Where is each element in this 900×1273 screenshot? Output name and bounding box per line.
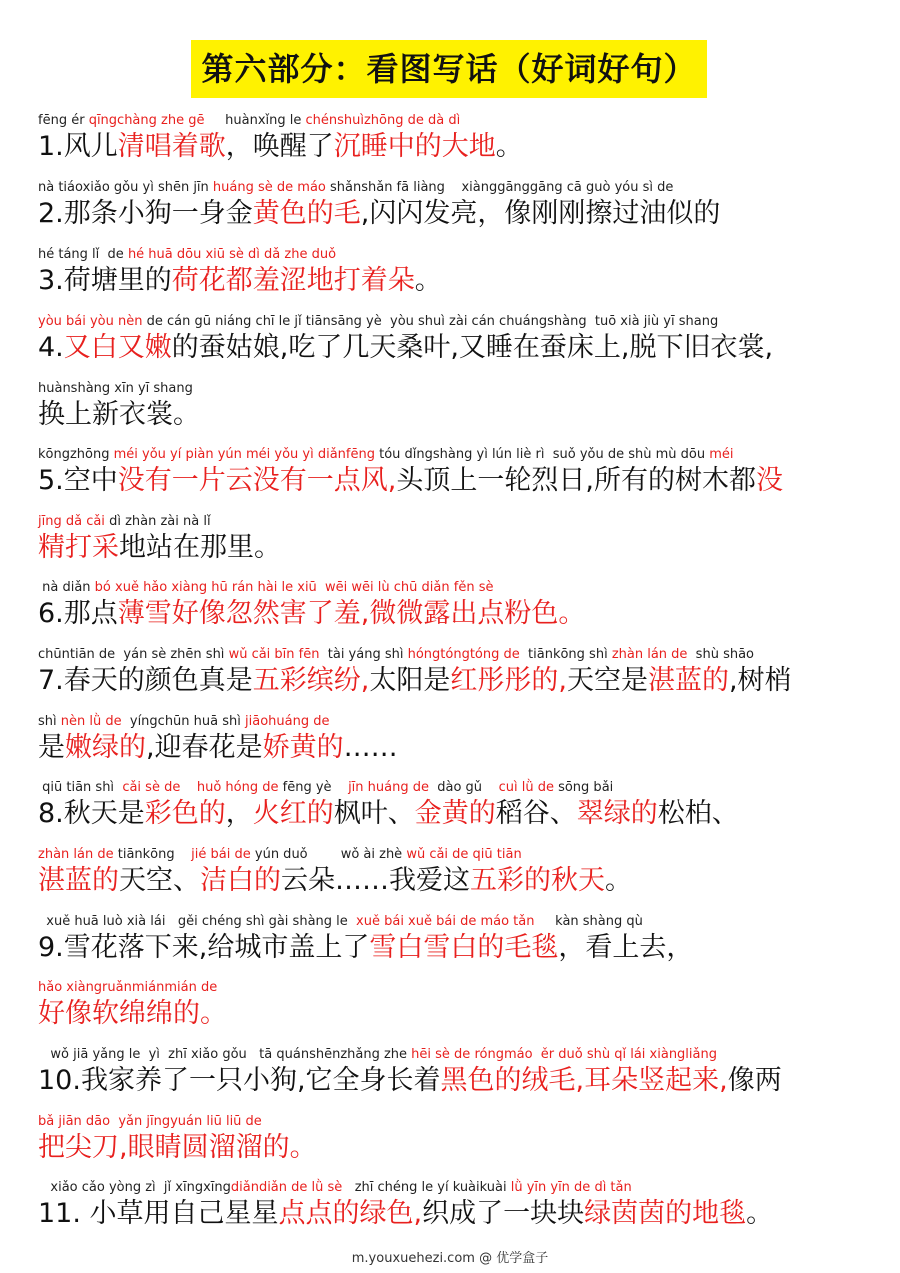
text-segment-highlight: 精打采 — [38, 532, 119, 563]
hanzi-row — [38, 996, 878, 1032]
hanzi-row — [38, 463, 878, 499]
hanzi-row — [38, 530, 878, 566]
pinyin-segment: xiǎo cǎo yòng zì jǐ xīngxīng — [38, 1180, 231, 1195]
text-segment: 。 — [414, 265, 442, 296]
pinyin-row — [38, 514, 878, 530]
page-title: 第六部分：看图写话（好词好句） — [191, 40, 707, 98]
hanzi-row — [38, 1196, 878, 1232]
pinyin-segment: de cán gū niáng chī le jǐ tiānsāng yè yòu shuì zài cán chuángshàng tuō xià jiù yī shang — [142, 314, 719, 329]
pinyin-segment-highlight: bǎ jiān dāo yǎn jīngyuán liū liū de — [38, 1114, 262, 1129]
text-segment-highlight: 好像软绵绵的。 — [38, 998, 227, 1029]
footer-source: m.youxuehezi.com @ 优学盒子 — [351, 1251, 549, 1266]
hanzi-row — [38, 1130, 878, 1166]
text-segment: 2.那条小狗一身金 — [38, 198, 253, 229]
text-segment-highlight: 娇黄的 — [262, 732, 344, 763]
pinyin-segment: xuě huā luò xià lái gěi chéng shì gài shàng le — [38, 914, 357, 929]
pinyin-row — [38, 1180, 878, 1196]
sentence-line — [38, 247, 878, 299]
text-segment: ,闪闪发亮，像刚刚擦过油似的 — [360, 198, 721, 229]
text-segment-highlight: 清唱着歌 — [117, 131, 226, 162]
text-segment: ,迎春花是 — [146, 732, 263, 763]
pinyin-segment: tiānkōng — [113, 847, 192, 862]
text-segment: 。 — [746, 1198, 774, 1229]
text-segment: ，唤醒了 — [225, 131, 334, 162]
sentence-line — [38, 714, 878, 766]
text-segment-highlight: 没 — [755, 465, 783, 496]
sentence-line — [38, 381, 878, 433]
text-segment: 10.我家养了一只小狗,它全身长着 — [38, 1065, 441, 1096]
pinyin-row — [38, 780, 878, 796]
sentence-line — [38, 847, 878, 899]
pinyin-segment: tiānkōng shì — [519, 647, 612, 662]
sentence-line — [38, 1114, 878, 1166]
text-segment: 的蚕姑娘,吃了几天桑叶,又睡在蚕床上,脱下旧衣裳, — [171, 332, 774, 363]
hanzi-row — [38, 196, 878, 232]
pinyin-segment: chūntiān de yán sè zhēn shì — [38, 647, 229, 662]
text-segment: 松柏、 — [657, 798, 739, 829]
pinyin-segment: sōng bǎi — [553, 780, 614, 795]
pinyin-segment-highlight: wǔ cǎi de qiū tiān — [406, 847, 522, 862]
pinyin-segment-highlight: cuì lǜ de — [498, 780, 554, 795]
pinyin-segment-highlight: hé huā dōu xiū sè dì dǎ zhe duǒ — [127, 247, 337, 262]
sentence-line — [38, 314, 878, 366]
pinyin-row — [38, 714, 878, 730]
text-segment-highlight: 金黄的 — [414, 798, 496, 829]
text-segment-highlight: 红彤彤的, — [450, 665, 567, 696]
pinyin-segment: fēng yè — [278, 780, 349, 795]
sentence-line — [38, 780, 878, 832]
text-segment: 6.那点 — [38, 598, 118, 629]
pinyin-segment-highlight: diǎndiǎn de lǜ sè — [230, 1180, 343, 1195]
hanzi-row — [38, 730, 878, 766]
pinyin-segment: wǒ jiā yǎng le yì zhī xiǎo gǒu tā quánshēnzhǎng zhe — [38, 1047, 412, 1062]
text-segment-highlight: 湛蓝的 — [38, 865, 119, 896]
text-segment: 像两 — [727, 1065, 782, 1096]
sentence-line — [38, 113, 878, 165]
text-segment-highlight: 没有一片云没有一点风, — [117, 465, 397, 496]
text-segment: 4. — [38, 332, 64, 363]
hanzi-row — [38, 796, 878, 832]
pinyin-segment: nà tiáoxiǎo gǒu yì shēn jīn — [38, 180, 213, 195]
pinyin-segment-highlight: zhàn lán de — [611, 647, 688, 662]
text-segment: 枫叶、 — [333, 798, 415, 829]
pinyin-segment: tóu dǐngshàng yì lún liè rì suǒ yǒu de shù mù dōu — [375, 447, 710, 462]
pinyin-segment: shǎnshǎn fā liàng xiànggānggāng cā guò yóu sì de — [325, 180, 674, 195]
pinyin-segment: kàn shàng qù — [534, 914, 643, 929]
pinyin-segment-highlight: huǒ hóng de — [196, 780, 279, 795]
text-segment-highlight: 嫩绿的 — [65, 732, 146, 763]
sentence-line — [38, 647, 878, 699]
text-segment: 9.雪花落下来,给城市盖上了 — [38, 932, 370, 963]
pinyin-segment: shù shāo — [687, 647, 755, 662]
pinyin-segment: huànxǐng le — [204, 113, 306, 128]
text-segment: 天空、 — [119, 865, 200, 896]
text-segment: 11. 小草用自己星星 — [38, 1198, 279, 1229]
pinyin-segment — [180, 780, 197, 795]
pinyin-row — [38, 113, 878, 129]
pinyin-segment: yún duǒ wǒ ài zhè — [250, 847, 407, 862]
hanzi-row — [38, 397, 878, 433]
text-segment-highlight: 荷花都羞涩地打着朵 — [171, 265, 415, 296]
text-segment-highlight: 黑色的绒毛,耳朵竖起来, — [440, 1065, 728, 1096]
text-segment: 稻谷、 — [495, 798, 577, 829]
pinyin-row — [38, 580, 878, 596]
pinyin-segment-highlight: xuě bái xuě bái de máo tǎn — [356, 914, 535, 929]
text-segment-highlight: 火红的 — [252, 798, 334, 829]
pinyin-segment: qiū tiān shì — [38, 780, 123, 795]
pinyin-segment: fēng ér — [38, 113, 89, 128]
text-segment: 1.风儿 — [38, 131, 118, 162]
pinyin-segment-highlight: jīn huáng de — [348, 780, 429, 795]
sentence-line — [38, 914, 878, 966]
pinyin-segment-highlight: bó xuě hǎo xiàng hū rán hài le xiū wēi wēi lù chū diǎn fěn sè — [94, 580, 494, 595]
pinyin-segment-highlight: chénshuìzhōng de dà dì — [305, 113, 461, 128]
text-segment-highlight: 黄色的毛 — [252, 198, 361, 229]
text-segment: 。 — [495, 131, 523, 162]
hanzi-row — [38, 263, 878, 299]
pinyin-segment-highlight: wǔ cǎi bīn fēn — [228, 647, 320, 662]
text-segment-highlight: 洁白的 — [200, 865, 281, 896]
text-segment: 织成了一块块 — [422, 1198, 585, 1229]
pinyin-row — [38, 847, 878, 863]
text-segment: 地站在那里。 — [119, 532, 281, 563]
hanzi-row — [38, 129, 878, 165]
pinyin-segment-highlight: yòu bái yòu nèn — [38, 314, 143, 329]
pinyin-segment: huànshàng xīn yī shang — [38, 381, 193, 396]
text-segment-highlight: 五彩缤纷, — [252, 665, 370, 696]
sentence-line — [38, 514, 878, 566]
pinyin-segment-highlight: hǎo xiàngruǎnmiánmián de — [38, 980, 218, 995]
pinyin-segment-highlight: méi — [709, 447, 734, 462]
text-segment-highlight: 五彩的秋天 — [470, 865, 605, 896]
hanzi-row — [38, 863, 878, 899]
text-segment: 换上新衣裳。 — [38, 399, 200, 430]
hanzi-row — [38, 663, 878, 699]
text-segment: 头顶上一轮烈日,所有的树木都 — [396, 465, 756, 496]
pinyin-row — [38, 980, 878, 996]
sentence-line — [38, 180, 878, 232]
sentence-line — [38, 1180, 878, 1232]
pinyin-segment-highlight: hóngtóngtóng de — [407, 647, 520, 662]
sentence-line — [38, 580, 878, 632]
text-segment-highlight: 薄雪好像忽然害了羞,微微露出点粉色。 — [117, 598, 586, 629]
pinyin-segment-highlight: jié bái de — [191, 847, 251, 862]
hanzi-row — [38, 1063, 878, 1099]
pinyin-row — [38, 314, 878, 330]
pinyin-row — [38, 381, 878, 397]
text-segment-highlight: 翠绿的 — [576, 798, 658, 829]
pinyin-segment: shì — [38, 714, 61, 729]
hanzi-row — [38, 330, 878, 366]
text-segment: 7.春天的颜色真是 — [38, 665, 253, 696]
text-segment: 天空是 — [566, 665, 648, 696]
hanzi-row — [38, 930, 878, 966]
pinyin-segment: dào gǔ — [428, 780, 499, 795]
text-segment: 云朵……我爱这 — [281, 865, 470, 896]
pinyin-row — [38, 1114, 878, 1130]
text-segment-highlight: 又白又嫩 — [63, 332, 172, 363]
pinyin-segment-highlight: qīngchàng zhe gē — [88, 113, 205, 128]
text-segment-highlight: 绿茵茵的地毯 — [584, 1198, 747, 1229]
pinyin-segment-highlight: nèn lǜ de — [60, 714, 122, 729]
pinyin-row — [38, 647, 878, 663]
pinyin-segment-highlight: cǎi sè de — [122, 780, 181, 795]
text-segment: 5.空中 — [38, 465, 118, 496]
pinyin-row — [38, 914, 878, 930]
sentence-line — [38, 447, 878, 499]
text-segment: …… — [343, 732, 398, 763]
pinyin-segment: nà diǎn — [38, 580, 95, 595]
pinyin-segment-highlight: huáng sè de máo — [212, 180, 326, 195]
pinyin-segment-highlight: jiāohuáng de — [245, 714, 330, 729]
text-segment: ,树梢 — [728, 665, 792, 696]
text-segment-highlight: 雪白雪白的毛毯 — [369, 932, 559, 963]
pinyin-row — [38, 447, 878, 463]
pinyin-segment-highlight: hēi sè de róngmáo ěr duǒ shù qǐ lái xiàngliǎng — [411, 1047, 717, 1062]
pinyin-segment-highlight: jīng dǎ cǎi — [38, 514, 105, 529]
pinyin-segment: yíngchūn huā shì — [121, 714, 246, 729]
text-segment-highlight: 彩色的 — [144, 798, 226, 829]
pinyin-row — [38, 1047, 878, 1063]
text-segment: 太阳是 — [369, 665, 451, 696]
pinyin-segment-highlight: zhàn lán de — [38, 847, 114, 862]
sentence-line — [38, 980, 878, 1032]
text-segment: ，看上去， — [558, 932, 694, 963]
text-segment-highlight: 湛蓝的 — [647, 665, 729, 696]
pinyin-segment-highlight: lǜ yīn yīn de dì tǎn — [510, 1180, 632, 1195]
pinyin-segment: dì zhàn zài nà lǐ — [104, 514, 211, 529]
pinyin-segment: zhī chéng le yí kuàikuài — [342, 1180, 511, 1195]
text-segment: 8.秋天是 — [38, 798, 145, 829]
pinyin-segment: hé táng lǐ de — [38, 247, 128, 262]
pinyin-segment: kōngzhōng — [38, 447, 114, 462]
pinyin-row — [38, 180, 878, 196]
text-segment: 3.荷塘里的 — [38, 265, 172, 296]
pinyin-segment-highlight: méi yǒu yí piàn yún méi yǒu yì diǎnfēng — [113, 447, 375, 462]
sentence-line — [38, 1047, 878, 1099]
hanzi-row — [38, 596, 878, 632]
text-segment: ， — [225, 798, 253, 829]
text-segment: 。 — [605, 865, 632, 896]
text-segment-highlight: 点点的绿色, — [278, 1198, 423, 1229]
pinyin-segment: tài yáng shì — [319, 647, 408, 662]
text-segment: 是 — [38, 732, 65, 763]
text-segment-highlight: 沉睡中的大地 — [333, 131, 496, 162]
text-segment-highlight: 把尖刀,眼睛圆溜溜的。 — [38, 1132, 317, 1163]
pinyin-row — [38, 247, 878, 263]
